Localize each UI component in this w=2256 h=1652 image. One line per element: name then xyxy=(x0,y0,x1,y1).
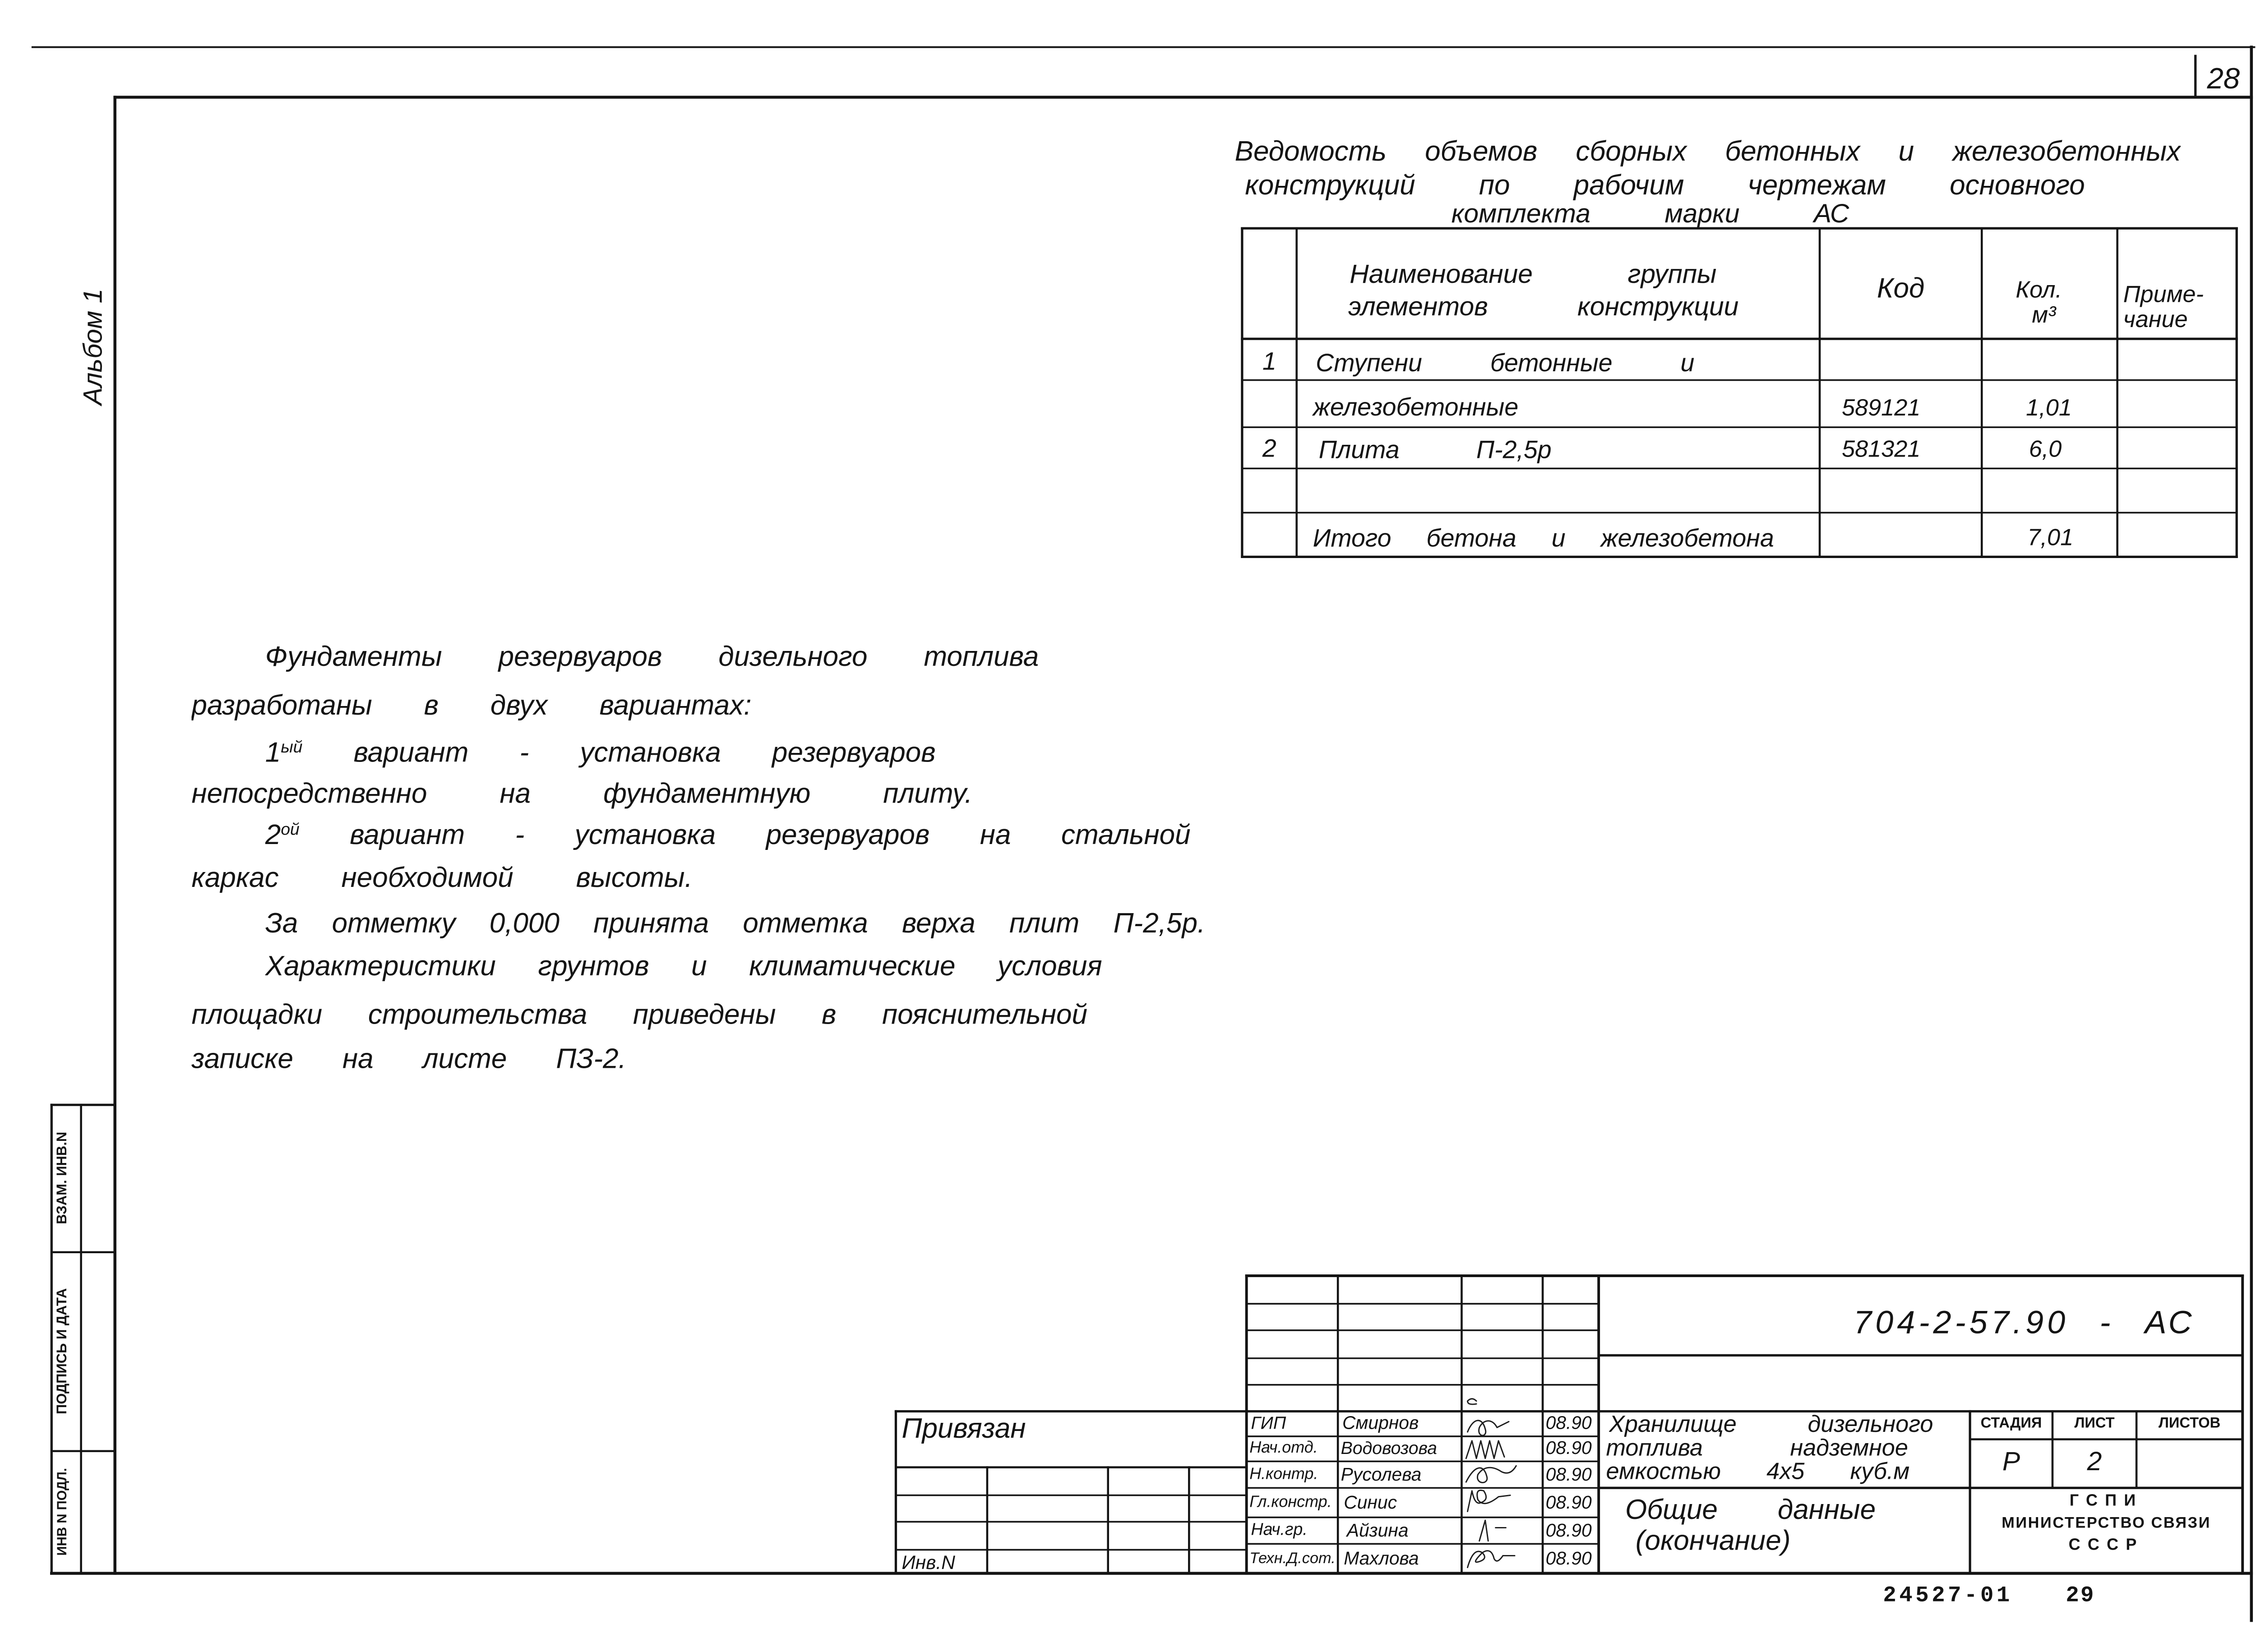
archive-number: 24527-01 xyxy=(1883,1583,2013,1609)
signature-name: Русолева xyxy=(1341,1464,1422,1485)
variant-number: 2 xyxy=(265,820,281,852)
album-label: Альбом 1 xyxy=(78,288,108,405)
row-code: 589121 xyxy=(1841,396,1921,421)
row-code: 581321 xyxy=(1841,437,1921,463)
signature-mark xyxy=(1468,1551,1515,1568)
note-line: площадки строительства приведены в пояснительной xyxy=(191,1000,1088,1031)
statement-title-line: Ведомость объемов сборных бетонных и железобетонных xyxy=(1234,137,2181,168)
signature-role: Гл.констр. xyxy=(1249,1494,1332,1512)
attached-inv-label: Инв.N xyxy=(901,1551,955,1574)
project-title-line: топлива надземное xyxy=(1606,1436,1908,1462)
row-name: Ступени бетонные и xyxy=(1316,349,1695,377)
note-line-variant-2 xyxy=(265,819,1191,854)
signature-date: 08.90 xyxy=(1545,1492,1592,1513)
stage-header: СТАДИЯ xyxy=(1980,1416,2042,1432)
row-name: железобетонные xyxy=(1313,393,1519,421)
stamp-inv-original: ИНВ N ПОДЛ. xyxy=(54,1468,69,1556)
note-line: разработаны в двух вариантах: xyxy=(191,691,752,722)
note-line: записке на листе ПЗ-2. xyxy=(191,1044,626,1075)
project-title-line: Хранилище дизельного xyxy=(1609,1412,1933,1438)
variant-text: вариант - установка резервуаров на стальной xyxy=(350,820,1191,852)
header-note: чание xyxy=(2123,308,2188,333)
attached-label: Привязан xyxy=(901,1414,1026,1445)
signature-name: Айзина xyxy=(1346,1520,1409,1541)
project-title-line: емкостью 4x5 куб.м xyxy=(1606,1460,1910,1485)
row-name: Плита П-2,5р xyxy=(1318,436,1552,464)
organization-line: СССР xyxy=(2068,1537,2144,1555)
stamp-signature-date: ПОДПИСЬ И ДАТА xyxy=(54,1288,71,1415)
row-qty: 1,01 xyxy=(2026,396,2072,421)
signature-name: Смирнов xyxy=(1342,1412,1419,1434)
variant-ordinal: ой xyxy=(281,821,300,840)
note-line: каркас необходимой высоты. xyxy=(191,863,693,895)
note-line-variant-1 xyxy=(265,737,936,772)
stamp-replaces-inv: ВЗАМ. ИНВ.N xyxy=(54,1132,71,1225)
header-note: Приме- xyxy=(2123,282,2204,308)
total-name: Итого бетона и железобетона xyxy=(1313,524,1774,553)
statement-title-line: комплекта марки АС xyxy=(1451,198,1849,229)
sheet-title-sub: (окончание) xyxy=(1635,1526,1791,1557)
header-name: Наименование группы xyxy=(1350,259,1717,289)
signature-name: Водовозова xyxy=(1341,1438,1438,1458)
signature-role: ГИП xyxy=(1251,1412,1286,1434)
statement-title-line: конструкций по рабочим чертежам основного xyxy=(1245,171,2085,202)
page-number: 29 xyxy=(2066,1583,2095,1609)
header-qty: Кол. xyxy=(2016,278,2062,304)
signature-date: 08.90 xyxy=(1545,1438,1592,1458)
note-line: Фундаменты резервуаров дизельного топлива xyxy=(265,642,1039,674)
total-qty: 7,01 xyxy=(2027,526,2074,551)
row-qty: 6,0 xyxy=(2029,437,2062,463)
row-number: 1 xyxy=(1262,347,1276,376)
sheets-header: ЛИСТОВ xyxy=(2158,1416,2221,1432)
sheet-number: 28 xyxy=(2207,63,2240,96)
variant-ordinal: ый xyxy=(281,739,303,757)
organization-line: ГСПИ xyxy=(2069,1492,2143,1510)
stage-value: Р xyxy=(2002,1446,2020,1477)
note-line: непосредственно на фундаментную плиту. xyxy=(191,779,973,811)
signature-mark xyxy=(1479,1520,1506,1541)
sheet-title: Общие данные xyxy=(1625,1495,1876,1527)
signature-mark xyxy=(1466,1466,1516,1482)
variant-text: вариант - установка резервуаров xyxy=(353,738,936,769)
signature-role: Нач.гр. xyxy=(1251,1522,1308,1540)
signature-mark xyxy=(1468,1490,1511,1511)
document-designation: 704-2-57.90 - АС xyxy=(1854,1304,2196,1341)
sheet-value: 2 xyxy=(2087,1446,2102,1477)
sheet-header: ЛИСТ xyxy=(2074,1416,2115,1432)
organization-line: МИНИСТЕРСТВО СВЯЗИ xyxy=(2002,1514,2211,1532)
signature-name: Махлова xyxy=(1344,1548,1419,1569)
header-name: элементов конструкции xyxy=(1348,291,1739,321)
row-number: 2 xyxy=(1262,434,1276,463)
header-code: Код xyxy=(1877,274,1925,305)
note-line: За отметку 0,000 принята отметка верха плит П-2,5р. xyxy=(265,909,1206,940)
note-line: Характеристики грунтов и климатические условия xyxy=(265,951,1102,983)
signature-date: 08.90 xyxy=(1545,1520,1592,1541)
header-qty-unit: м³ xyxy=(2032,303,2056,329)
signature-role: Н.контр. xyxy=(1249,1466,1318,1484)
variant-number: 1 xyxy=(265,738,281,769)
signature-role: Техн.Д.сот. xyxy=(1249,1550,1336,1568)
signature-date: 08.90 xyxy=(1545,1464,1592,1485)
signature-date: 08.90 xyxy=(1545,1412,1592,1434)
signature-date: 08.90 xyxy=(1545,1548,1592,1569)
signature-name: Синис xyxy=(1344,1492,1397,1513)
signature-role: Нач.отд. xyxy=(1249,1439,1318,1457)
signature-mark xyxy=(1466,1441,1504,1458)
signature-mark xyxy=(1468,1399,1509,1435)
